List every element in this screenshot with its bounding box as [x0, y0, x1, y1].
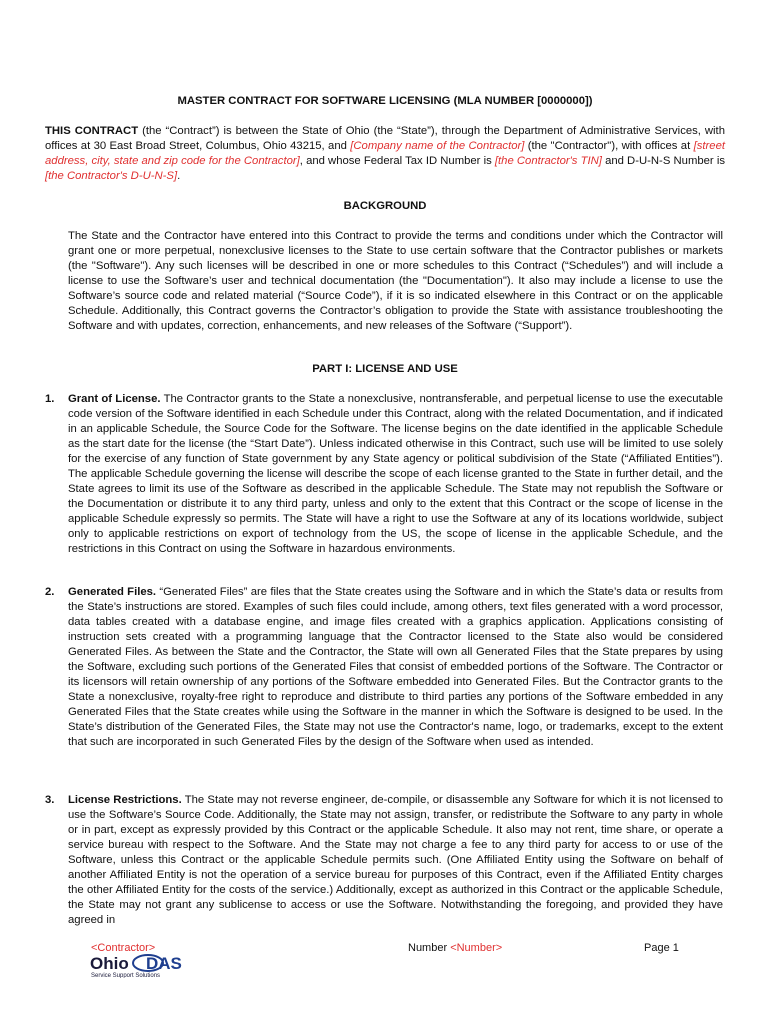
- section-2-paragraph: [68, 585, 723, 750]
- intro-text-2: (the "Contractor"), with offices at: [524, 140, 694, 152]
- section-2-text: “Generated Files” are files that the State creates using the Software and in which the State’s data or results from the State’s instructions are stored. Examples of such files could include, among others, text files generated with a word processor, data tables created with a database engine, and image files created with a graphics application. Applications consisting of instruction sets created with a programming language that the Contractor licensed to the State also would be considered Generated Files. As between the State and the Contractor, the State will own all Generated Files that the State prepares by using the Software, excluding such portions of the Generated Files that consist of embedded portions of the Software. The Contractor or its licensors will retain ownership of any portions of the Software embedded into Generated Files. But the Contractor grants to the State a nonexclusive, royalty-free right to reproduce and distribute to third parties any portions of the Software embedded in any Generated Files that the State creates while using the Software in the manner in which the Software is designed to be used. In the State’s distribution of the Generated Files, the State may not use the Contractor's name, logo, or trademarks, except to the extent that such are incorporated in such Generated Files by the design of the Software when used as intended.: [68, 586, 723, 748]
- logo-das-word: DAS: [146, 954, 182, 973]
- section-3-title: License Restrictions.: [68, 794, 182, 806]
- section-1-text: The Contractor grants to the State a nonexclusive, nontransferable, and perpetual license to use the executable code version of the Software identified in each Schedule under this Contract, along with the related Documentation, and if indicated in an applicable Schedule, the Source Code for the Software. The license begins on the date identified in the applicable Schedule as the start date for the license (the “Start Date”). Unless indicated otherwise in this Contract, such use will be limited to use solely for the exercise of any function of State government by any State agency or political subdivision of the State (“Affiliated Entities”). The applicable Schedule governing the license will describe the scope of each license granted to the State in further detail, and the State agrees to limit its use of the Software as described in the applicable Schedule. The State may not republish the Software or the Documentation or distribute it to any third party, unless and only to the extent that this Contract or the scope of license in the applicable Schedule expressly so permits. The State will have a right to use the Software at any of its locations worldwide, subject only to applicable restrictions on export of technology from the US, the scope of license in the applicable Schedule, and the restrictions in this Contract on using the Software in hazardous environments.: [68, 393, 723, 555]
- footer-number-label: Number: [408, 942, 451, 954]
- section-3-number: 3.: [45, 794, 55, 806]
- intro-text-3: , and whose Federal Tax ID Number is: [299, 155, 495, 167]
- footer-number: [408, 941, 502, 956]
- intro-lead: THIS CONTRACT: [45, 125, 139, 137]
- footer-contractor-placeholder: <Contractor>: [91, 942, 156, 954]
- part1-heading: PART I: LICENSE AND USE: [312, 363, 458, 375]
- footer-number-placeholder: <Number>: [450, 942, 503, 954]
- placeholder-duns: [the Contractor's D-U-N-S]: [45, 170, 178, 182]
- section-1-number: 1.: [45, 393, 55, 405]
- logo-tagline: Service Support Solutions: [91, 973, 161, 978]
- section-3-paragraph: [68, 793, 723, 928]
- intro-paragraph: [45, 124, 725, 184]
- section-3-text: The State may not reverse engineer, de-compile, or disassemble any Software for which it is not licensed to use the Software’s Source Code. Additionally, the State may not assign, transfer, or redistribute the Software to any party in whole or in part, except as expressly provided by this Contract or the applicable Schedule. It also may not rent, time share, or operate a service bureau with respect to the Software. And the State may not charge a fee to any third party for access to or use of the Software, unless this Contract or the applicable Schedule permits such. (One Affiliated Entity using the Software on behalf of another Affiliated Entity is not the operation of a service bureau for purposes of this Contract, even if the Affiliated Entity charges the other Affiliated Entity for the costs of the service.) Additionally, except as authorized in this Contract or the applicable Schedule, the State may not grant any sublicense to access or use the Software. Notwithstanding the foregoing, and provided they have agreed in: [68, 794, 723, 926]
- section-1-paragraph: [68, 392, 723, 557]
- section-2-title: Generated Files.: [68, 586, 157, 598]
- section-2-number: 2.: [45, 586, 55, 598]
- section-1-title: Grant of License.: [68, 393, 161, 405]
- placeholder-company-name: [Company name of the Contractor]: [350, 140, 525, 152]
- intro-text-5: .: [177, 170, 181, 182]
- document-title: MASTER CONTRACT FOR SOFTWARE LICENSING (MLA NUMBER [0000000]): [177, 95, 593, 107]
- intro-text-4: and D-U-N-S Number is: [601, 155, 725, 167]
- placeholder-address: [street address, city, state and zip code for the Contractor]: [45, 140, 725, 167]
- background-paragraph: The State and the Contractor have entered into this Contract to provide the terms and conditions under which the Contractor will grant one or more perpetual, nonexclusive licenses to the State to use certain software that the Contractor publishes or markets (the "Software"). Any such licenses will be described in one or more schedules to this Contract (“Schedules”) and will include a license to use the Software’s user and technical documentation (the "Documentation"). It also may include a license to use the Software’s source code and related material (“Source Code”), if it is so indicated elsewhere in this Contract or on the applicable Schedule. Additionally, this Contract governs the Contractor’s obligation to provide the State with assistance troubleshooting the Software and with updates, correction, enhancements, and new releases of the Software (“Support”).: [68, 230, 723, 332]
- logo-ohio-word: Ohio: [90, 954, 129, 973]
- footer-page-number: Page 1: [644, 942, 679, 954]
- background-heading: BACKGROUND: [343, 200, 427, 212]
- placeholder-tin: [the Contractor's TIN]: [494, 155, 602, 167]
- ohio-das-logo: [88, 952, 203, 978]
- intro-text-1: (the “Contract”) is between the State of Ohio (the “State”), through the Department of Administrative Services, with offices at 30 East Broad Street, Columbus, Ohio 43215, and: [45, 125, 725, 152]
